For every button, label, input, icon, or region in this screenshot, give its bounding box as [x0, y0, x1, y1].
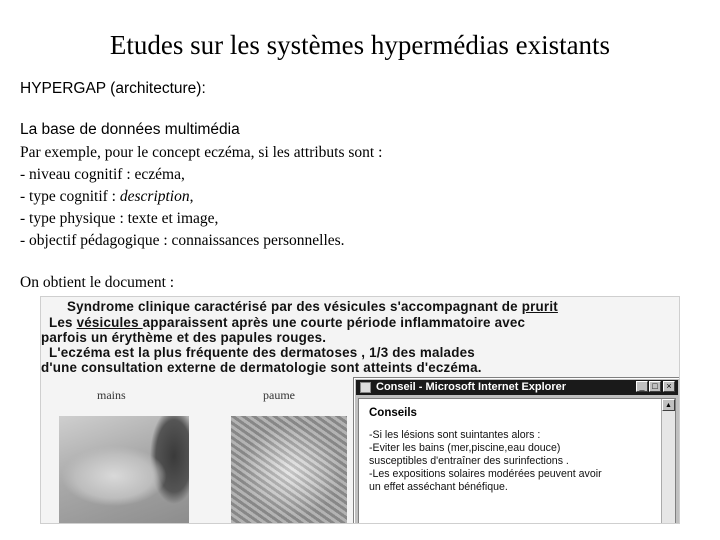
advice-line: un effet asséchant bénéfique.	[369, 481, 508, 493]
popup-content	[358, 398, 676, 524]
advice-line: -Si les lésions sont suintantes alors :	[369, 429, 541, 441]
subsection-heading: La base de données multimédia	[20, 121, 240, 138]
advice-line: susceptibles d'entraîner des surinfections .	[369, 455, 569, 467]
result-line: On obtient le document :	[20, 274, 175, 291]
attribute-line	[20, 210, 218, 228]
section-heading: HYPERGAP (architecture):	[20, 80, 206, 97]
scroll-up-arrow-icon[interactable]: ▲	[662, 399, 675, 411]
intro-line: Par exemple, pour le concept eczéma, si les attributs sont :	[20, 144, 383, 161]
document-line	[49, 315, 525, 330]
popup-title-bar[interactable]	[356, 380, 678, 395]
advice-line: -Les expositions solaires modérées peuvent avoir	[369, 468, 602, 480]
attribute-prefix: - type cognitif :	[20, 188, 120, 205]
maximize-button[interactable]: □	[649, 381, 661, 392]
caption-hands: mains	[97, 388, 126, 402]
attribute-value: texte et image,	[127, 210, 219, 227]
document-text: apparaissent après une courte période inflammatoire avec	[142, 315, 526, 330]
advice-popup-window	[353, 377, 680, 524]
prurit-link[interactable]: prurit	[521, 299, 558, 314]
palm-eczema-photo[interactable]	[231, 416, 347, 523]
document-screenshot	[40, 296, 680, 524]
document-line: d'une consultation externe de dermatologie sont atteints d'eczéma.	[41, 360, 482, 375]
attribute-value: description	[119, 188, 190, 205]
vesicules-link[interactable]: vésicules	[76, 315, 143, 330]
minimize-button[interactable]: _	[636, 381, 648, 392]
popup-heading: Conseils	[369, 407, 417, 419]
document-text: Syndrome clinique caractérisé par des vésicules s'accompagnant de	[67, 299, 522, 314]
attribute-value: eczéma,	[134, 166, 185, 183]
document-line: L'eczéma est la plus fréquente des dermatoses , 1/3 des malades	[49, 345, 475, 360]
document-line: parfois un érythème et des papules rouges.	[41, 330, 327, 345]
attribute-value: connaissances personnelles.	[171, 232, 345, 249]
popup-scrollbar[interactable]	[661, 399, 675, 524]
attribute-prefix: - objectif pédagogique :	[20, 232, 172, 249]
document-line	[67, 299, 558, 314]
attribute-suffix: ,	[189, 188, 194, 205]
hands-eczema-photo[interactable]	[59, 416, 189, 523]
close-button[interactable]: ×	[663, 381, 675, 392]
document-text: Les	[49, 315, 77, 330]
attribute-line	[20, 166, 185, 184]
popup-title: Conseil - Microsoft Internet Explorer	[376, 381, 567, 393]
browser-icon	[360, 382, 371, 393]
slide-title: Etudes sur les systèmes hypermédias existants	[109, 30, 611, 60]
attribute-line	[20, 232, 345, 250]
advice-line: -Eviter les bains (mer,piscine,eau douce)	[369, 442, 561, 454]
caption-palm: paume	[263, 388, 295, 402]
attribute-line	[20, 188, 194, 206]
attribute-prefix: - type physique :	[20, 210, 128, 227]
attribute-prefix: - niveau cognitif :	[20, 166, 135, 183]
